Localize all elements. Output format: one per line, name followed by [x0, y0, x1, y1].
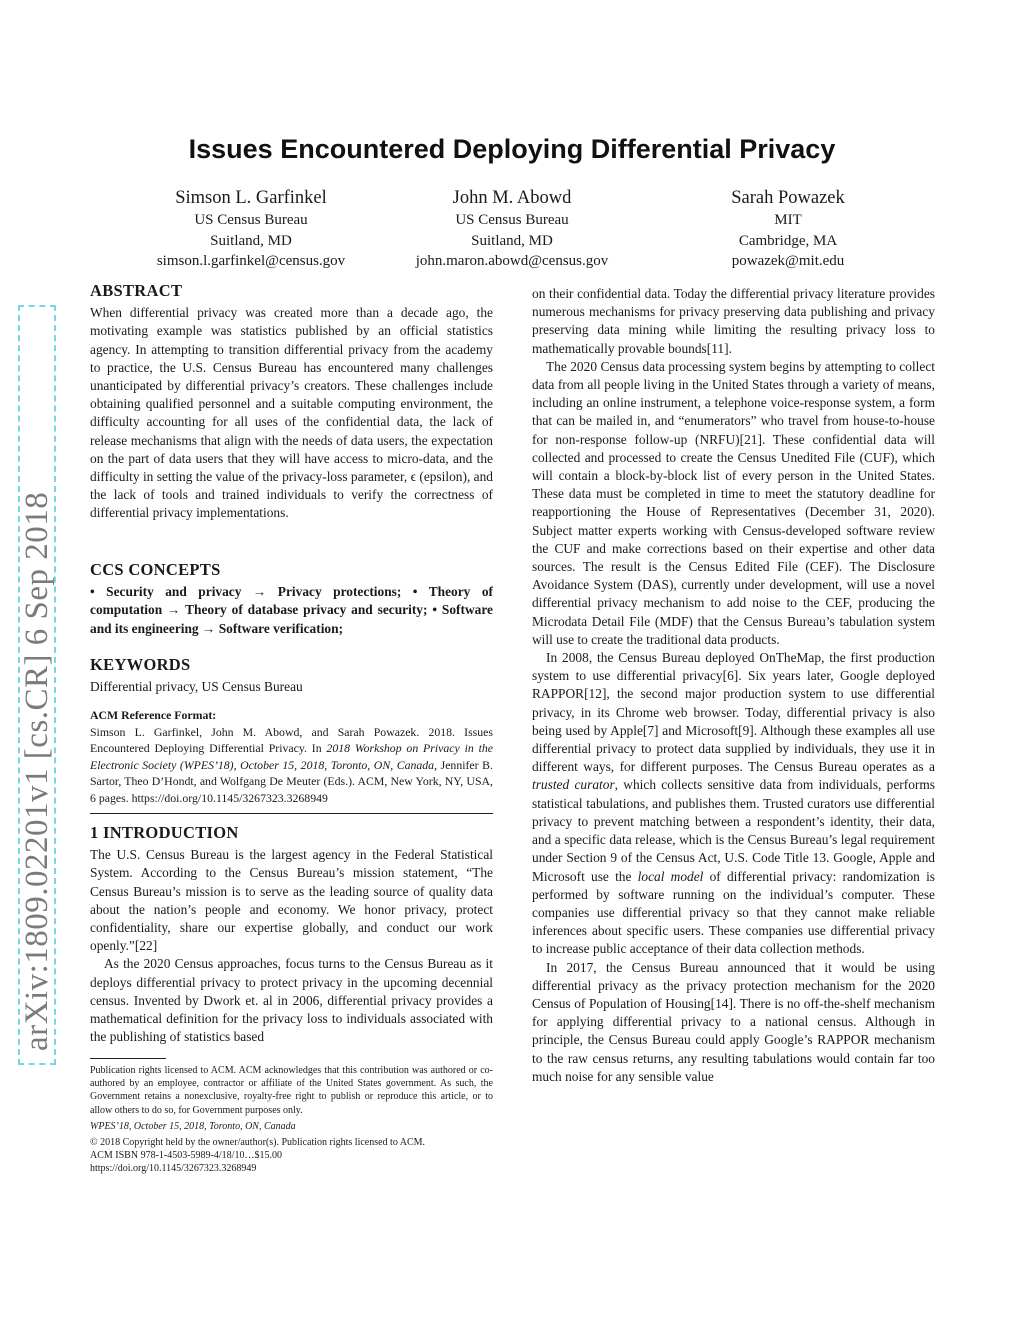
abstract-heading: ABSTRACT — [90, 281, 183, 300]
intro-paragraph-2: As the 2020 Census approaches, focus turns to the Census Bureau as it deploys differential privacy to protect privacy in the upcoming decennial census. Invented by Dwork et. al in 2006, differential privacy provides a mathematical definition for the privacy loss to individuals associated with the publishing of statistics based — [90, 956, 493, 1045]
ccs-section — [90, 561, 493, 638]
ccs-heading: CCS CONCEPTS — [90, 560, 221, 579]
abstract-text: When differential privacy was created more than a decade ago, the motivating example was statistics published by an official statistics agency. In attempting to transition differential privacy from the academy to practice, the U.S. Census Bureau has encountered many challenges unanticipated by differential privacy’s creators. These challenges include obtaining qualified personnel and a suitable computing environment, the difficulty accounting for all uses of the confidential data, the lack of release mechanisms that align with the needs of data users, the expectation on the part of data users that they will have access to micro-data, and the difficulty in setting the value of the privacy-loss parameter, ϵ (epsilon), and the lack of tools and trained individuals to verify the correctness of differential privacy implementations. — [90, 305, 493, 521]
author-name: John M. Abowd — [452, 188, 572, 208]
footnote-venue: WPES’18, October 15, 2018, Toronto, ON, Canada — [90, 1120, 296, 1132]
author-block-1 — [121, 187, 381, 272]
trusted-curator-term: trusted curator — [532, 777, 615, 793]
section-divider — [90, 813, 493, 814]
p2-text-c: , which collects sensitive data from individuals, performs statistical tabulations, and publishes them. Trusted curators use differential privacy to prevent matching between a respondent’s identity, their data, and a specific data release, which is the Census Bureau’s legal requirement under Section 9 of the Census Act, U.S. Code Title 13. Google, Apple and Microsoft use the — [532, 777, 935, 884]
author-email[interactable]: simson.l.garfinkel@census.gov — [156, 253, 346, 269]
author-place: Suitland, MD — [471, 232, 553, 249]
p2-text-a: In 2008, the Census Bureau deployed OnTheMap, the first production system to use differential privacy[6]. Six years later, Google deployed RAPPOR[12], the second major production system to use differential privacy, in its Chrome web browser. Today, differential privacy is also being used by Apple[7] and Microsoft[9]. Although these examples all use differential privacy to protect data supplied by individuals, they use it in different ways, for different purposes. The Census Bureau operates as a — [532, 650, 935, 775]
footnote-block — [90, 1064, 493, 1176]
footnote-copyright: © 2018 Copyright held by the owner/author(s). Publication rights licensed to ACM. — [90, 1137, 426, 1149]
right-paragraph-0: on their confidential data. Today the differential privacy literature provides numerous mechanisms for privacy preserving data publishing and privacy preserving data mining while limiting the resulting privacy loss to mathematically provable bounds[11]. — [532, 286, 935, 356]
acm-ref-rest: , Jennifer B. Sartor, Theo D’Hondt, and Wolfgang De Meuter (Eds.). ACM, New York, NY, USA, 6 pages. https://doi.org/10.1145/3267323.3268949 — [90, 757, 493, 805]
footnote-rights: Publication rights licensed to ACM. ACM acknowledges that this contribution was authored or co-authored by an employee, contractor or affiliate of the United States government. As such, the Government retains a nonexclusive, royalty-free right to publish or reproduce this article, or to allow others to do so, for Government purposes only. — [90, 1065, 493, 1116]
footnote-doi[interactable]: https://doi.org/10.1145/3267323.3268949 — [90, 1163, 257, 1175]
right-paragraph-2 — [532, 649, 935, 958]
right-column — [532, 285, 935, 1086]
right-paragraph-1: The 2020 Census data processing system begins by attempting to collect data from all people living in the United States through a variety of means, including an online instrument, a telephone voice-response system, a form that can be mailed in, and “enumerators” who travel from house-to-house for non-response follow-up (NRFU)[21]. These confidential data will collected and processed to create the Census Unedited File (CUF), which will contain a block-by-block list of every person in the United States. These data must be completed in time to meet the statutory deadline for reapportioning the House of Representatives (December 31, 2020). Subject matter experts working with Census-developed software review the CUF and make corrections based on their expertise and other data sources. The result is the Census Edited File (CEF). The Disclosure Avoidance System (DAS), currently under development, will use a novel differential privacy mechanism to add noise to the CEF, producing the Microdata Detail File (MDF) that the Census Bureau’s tabulation system will use to create the traditional data products. — [532, 358, 935, 647]
author-email[interactable]: powazek@mit.edu — [731, 253, 845, 269]
abstract-section — [90, 282, 493, 523]
author-block-3 — [658, 187, 918, 272]
author-email[interactable]: john.maron.abowd@census.gov — [415, 253, 609, 269]
author-org: MIT — [774, 212, 802, 228]
p2-text-e: of differential privacy: randomization is performed by software running on the individual’s computer. These companies use differential privacy so that they cannot make reliable inferences about specific users. These companies use differential privacy to increase public acceptance of their data collection methods. — [532, 868, 935, 957]
arxiv-stamp: arXiv:1809.02201v1 [cs.CR] 6 Sep 2018 — [18, 305, 56, 1065]
author-org: US Census Bureau — [194, 212, 308, 228]
intro-heading: 1 INTRODUCTION — [90, 823, 239, 842]
author-place: Suitland, MD — [210, 232, 292, 249]
local-model-term: local model — [637, 868, 704, 884]
intro-paragraph-1: The U.S. Census Bureau is the largest agency in the Federal Statistical System. According to the Census Bureau’s mission statement, “The Census Bureau’s mission is to serve as the leading source of quality data about the nation’s people and economy. We honor privacy, protect confidentiality, share our expertise globally, and conduct our work openly.”[22] — [90, 847, 493, 954]
ccs-text: • Security and privacy → Privacy protections; • Theory of computation → Theory of database privacy and security; • Software and its engineering → Software verification; — [90, 584, 493, 636]
keywords-section — [90, 656, 493, 696]
author-name: Simson L. Garfinkel — [175, 188, 327, 208]
author-place: Cambridge, MA — [738, 232, 838, 249]
author-name: Sarah Powazek — [731, 188, 845, 208]
author-org: US Census Bureau — [455, 212, 569, 228]
acm-reference — [90, 707, 493, 806]
paper-title: Issues Encountered Deploying Differential Privacy — [188, 134, 836, 164]
keywords-text: Differential privacy, US Census Bureau — [90, 679, 303, 695]
keywords-heading: KEYWORDS — [90, 655, 191, 674]
footnote-isbn: ACM ISBN 978-1-4503-5989-4/18/10…$15.00 — [90, 1150, 282, 1162]
right-paragraph-3: In 2017, the Census Bureau announced that it would be using differential privacy as the privacy protection mechanism for the 2020 Census of Population of Housing[14]. There is no off-the-shelf mechanism for applying differential privacy to a national census. Although in principle, the Census Bureau could apply Google’s RAPPOR mechanism to the raw census returns, any resulting tabulations would contain far too much noise for any sensible value — [532, 959, 935, 1084]
author-block-2 — [382, 187, 642, 272]
acm-ref-venue: 2018 Workshop on Privacy in the Electronic Society (WPES’18), October 15, 2018, Toronto, ON, Canada — [90, 741, 493, 772]
acm-ref-authors: Simson L. Garfinkel, John M. Abowd, and Sarah Powazek. 2018. Issues Encountered Deploying Differential Privacy. In — [90, 724, 493, 755]
introduction-section — [90, 824, 493, 1046]
footnote-rule — [90, 1058, 166, 1059]
acm-ref-heading: ACM Reference Format: — [90, 708, 217, 722]
